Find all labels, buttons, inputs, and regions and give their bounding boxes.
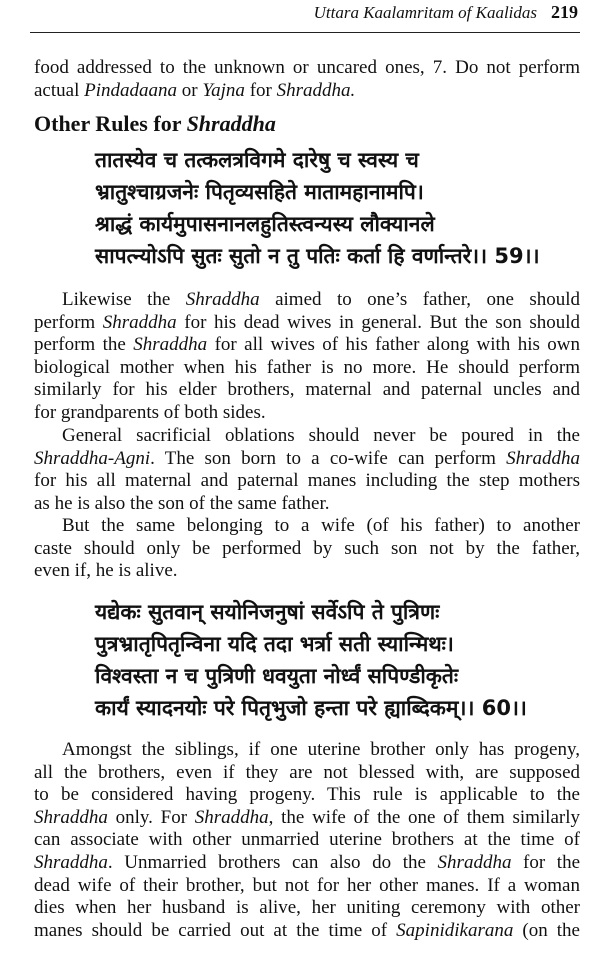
text-segment: . Unmarried brothers can also do the (107, 851, 438, 873)
text-segment: biological mother when his father is no more. He should perform (34, 356, 580, 378)
text-segment: dies when her husband is alive, her uniting ceremony with other (34, 897, 580, 919)
text-line (34, 515, 580, 538)
text-line (34, 357, 580, 380)
italic-term: Sapinidikarana (396, 919, 514, 941)
text-line (34, 875, 580, 898)
heading-text: Other Rules for (34, 111, 187, 136)
italic-term: Shraddha (437, 851, 512, 873)
text-line (34, 560, 580, 583)
text-line (34, 897, 580, 920)
text-segment: Amongst the siblings, if one uterine brother only has progeny, (62, 739, 580, 760)
text-line (34, 829, 580, 852)
text-segment: . The son born to a co-wife can perform (150, 447, 507, 469)
verse-line: भ्रातुश्चाग्रजनेः पितृव्यसहिते मातामहानामपि। (95, 180, 424, 204)
text-line (34, 448, 580, 471)
sanskrit-verse-59 (95, 144, 540, 272)
text-segment: all the brothers, even if they are not blessed with, are supposed (34, 761, 580, 783)
text-line (34, 852, 580, 875)
verse-line: विश्वस्ता न च पुत्रिणी धवयुता नोर्ध्वं सपिण्डीकृतेः (95, 664, 459, 688)
text-segment: for (244, 79, 277, 101)
italic-term: Shraddha (506, 447, 580, 469)
verse-line: सापत्न्योऽपि सुतः सुतो न तु पतिः कर्ता हि वर्णान्तरे।। 59।। (95, 244, 540, 268)
paragraph (34, 57, 580, 102)
text-segment: aimed to one’s father, one should (259, 289, 581, 310)
text-segment: caste should only be performed by such son not by the father, (34, 537, 580, 559)
text-line (34, 784, 580, 807)
italic-term: Shraddha (185, 289, 260, 310)
text-line (34, 402, 580, 425)
running-header (0, 2, 578, 28)
text-line (34, 538, 580, 561)
text-line (34, 920, 580, 943)
text-line (34, 334, 580, 357)
italic-term: Shraddha (102, 311, 177, 333)
verse-line: कार्यं स्यादनयोः परे पितृभुजो हन्ता परे ह्याब्दिकम्।। 60।। (95, 696, 527, 720)
italic-term: Shraddha-Agni (34, 447, 151, 469)
text-segment: for his dead wives in general. But the son should (176, 311, 580, 333)
text-segment: , the wife of the one of them similarly (268, 806, 580, 828)
italic-term: Shraddha (34, 806, 108, 828)
paragraph (34, 425, 580, 515)
italic-term: Shraddha (194, 806, 269, 828)
verse-line: यद्येकः सुतवान् सयोनिजनुषां सर्वेऽपि ते पुत्रिणः (95, 600, 440, 624)
text-segment: even if, he is alive. (34, 560, 178, 582)
text-line (34, 807, 580, 830)
text-segment: perform the (34, 334, 134, 356)
verse-line: श्राद्धं कार्यमुपासनानलहुतिस्त्वन्यस्य लौक्यानले (95, 212, 435, 236)
text-segment: actual (34, 79, 85, 101)
paragraph (34, 515, 580, 583)
text-segment: Likewise the (62, 289, 186, 310)
text-segment: dead wife of their brother, but not for her other manes. If a woman (34, 874, 580, 896)
italic-term: Shraddha. (276, 79, 356, 101)
italic-term: Pindadaana (84, 79, 177, 101)
text-segment: as he is also the son of the same father. (34, 492, 330, 514)
text-segment: food addressed to the unknown or uncared ones, 7. Do not perform (34, 57, 580, 78)
verse-line: तातस्येव च तत्कलत्रविगमे दारेषु च स्वस्य च (95, 148, 419, 172)
text-segment: only. For (107, 806, 195, 828)
heading-italic: Shraddha (186, 111, 276, 136)
text-segment: for the (511, 851, 580, 873)
sanskrit-verse-60 (95, 596, 527, 724)
text-segment: for grandparents of both sides. (34, 401, 266, 423)
section-heading (34, 111, 276, 137)
text-line (34, 470, 580, 493)
verse-line: पुत्रभ्रातृपितृन्विना यदि तदा भर्त्रा सती स्यान्मिथः। (95, 632, 454, 656)
header-rule (30, 32, 580, 33)
text-segment: manes should be carried out at the time of (34, 919, 397, 941)
text-line (34, 289, 580, 312)
text-line (34, 739, 580, 762)
text-line (34, 80, 580, 103)
text-segment: for all wives of his father along with his own (207, 334, 581, 356)
text-line (34, 379, 580, 402)
text-segment: perform (34, 311, 103, 333)
header-title: Uttara Kaalamritam of Kaalidas (313, 3, 537, 22)
italic-term: Yajna (202, 79, 245, 101)
text-line (34, 493, 580, 516)
text-line (34, 762, 580, 785)
page-number: 219 (551, 2, 578, 22)
italic-term: Shraddha (133, 334, 208, 356)
text-segment: (on the (513, 919, 580, 941)
text-segment: can associate with other unmarried uterine brothers at the time of (34, 829, 580, 851)
paragraph (34, 289, 580, 425)
text-segment: similarly for his elder brothers, maternal and paternal uncles and (34, 379, 580, 401)
italic-term: Shraddha (34, 851, 108, 873)
text-segment: General sacrificial oblations should never be poured in the (62, 425, 580, 446)
text-line (34, 425, 580, 448)
text-segment: to be considered having progeny. This rule is applicable to the (34, 784, 580, 806)
text-line (34, 312, 580, 335)
text-line (34, 57, 580, 80)
paragraph (34, 739, 580, 942)
text-segment: for his all maternal and paternal manes including the step mothers (34, 470, 580, 492)
text-segment: or (177, 79, 203, 101)
text-segment: But the same belonging to a wife (of his father) to another (62, 515, 580, 536)
